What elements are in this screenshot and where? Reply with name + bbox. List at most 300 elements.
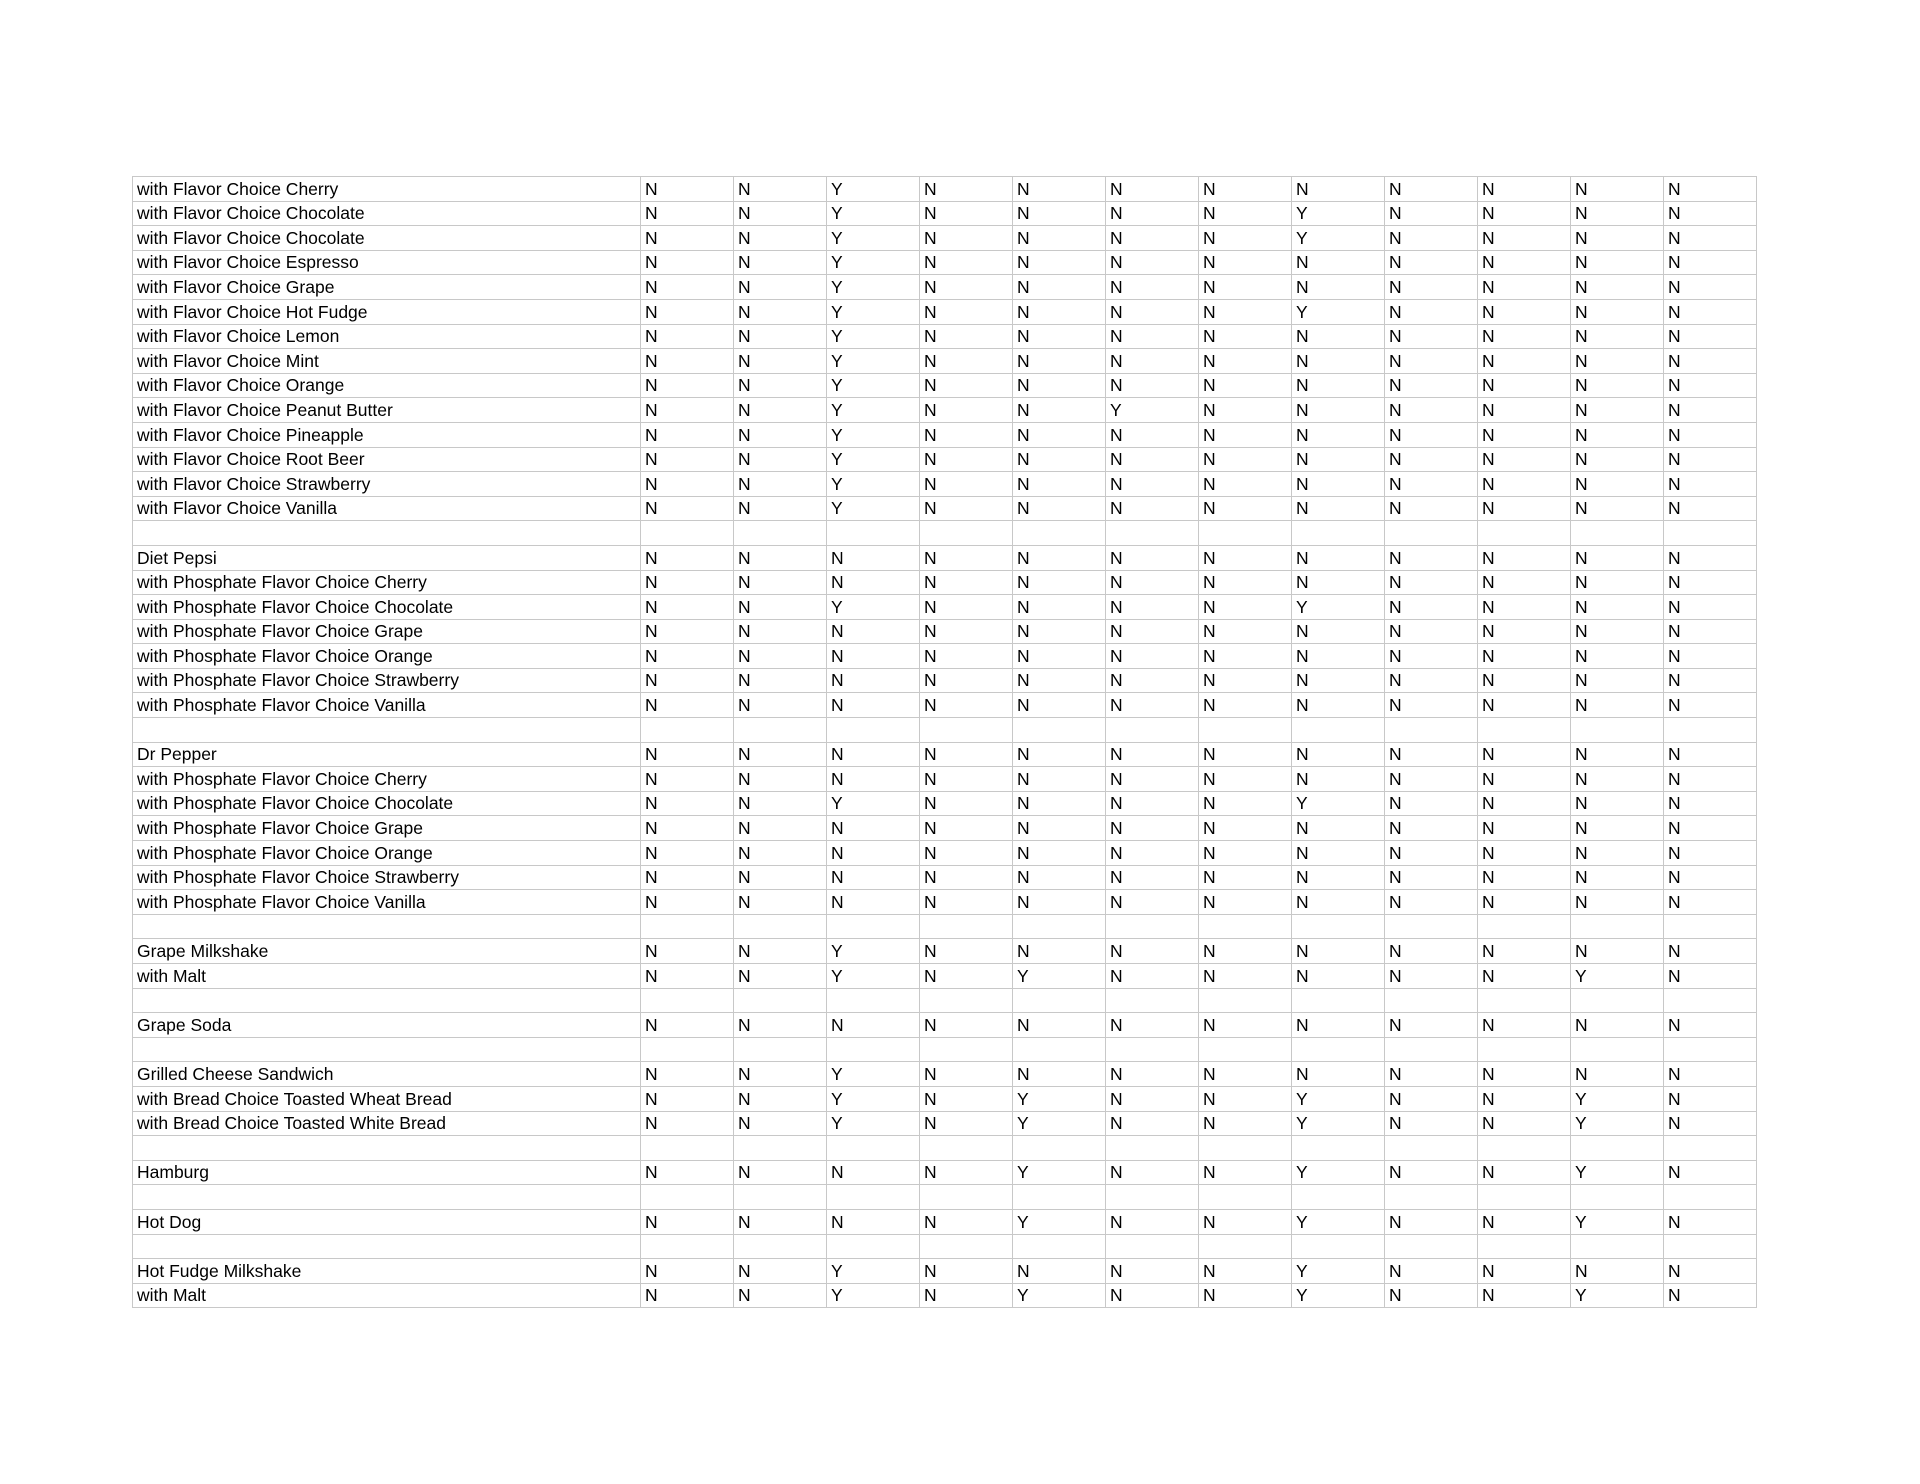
flag-cell: N [641,619,734,644]
flag-cell: N [1199,545,1292,570]
flag-cell: N [1664,693,1757,718]
flag-cell: N [827,619,920,644]
flag-cell: N [920,767,1013,792]
table-row [133,939,1757,964]
flag-cell: N [1385,1086,1478,1111]
flag-cell: N [641,1283,734,1308]
flag-cell: N [734,1259,827,1284]
flag-cell: N [920,890,1013,915]
flag-cell: N [1106,816,1199,841]
flag-cell: N [1664,447,1757,472]
flag-cell: N [1571,595,1664,620]
flag-cell: N [1478,1111,1571,1136]
flag-cell [1385,914,1478,939]
flag-cell: N [1013,570,1106,595]
flag-cell: N [734,1111,827,1136]
flag-cell: N [1106,422,1199,447]
flag-cell: Y [1571,1111,1664,1136]
flag-cell: N [1478,791,1571,816]
table-row [133,1111,1757,1136]
flag-cell: N [1106,496,1199,521]
flag-cell [1664,1136,1757,1161]
flag-cell: N [1106,841,1199,866]
item-name-cell: with Bread Choice Toasted White Bread [133,1111,641,1136]
flag-cell: Y [1292,1111,1385,1136]
flag-cell: N [1106,865,1199,890]
flag-cell: N [1478,447,1571,472]
flag-cell: N [1478,201,1571,226]
flag-cell: N [1385,177,1478,202]
flag-cell: N [734,693,827,718]
flag-cell: N [1478,595,1571,620]
flag-cell [920,1185,1013,1210]
flag-cell: N [1571,398,1664,423]
flag-cell: N [1292,693,1385,718]
flag-cell: Y [827,939,920,964]
flag-cell: N [1013,1062,1106,1087]
flag-cell: N [1199,791,1292,816]
flag-cell: N [1571,275,1664,300]
flag-cell: N [641,447,734,472]
item-name-cell: with Phosphate Flavor Choice Grape [133,619,641,644]
flag-cell: Y [1292,595,1385,620]
flag-cell: N [827,742,920,767]
flag-cell: N [827,545,920,570]
flag-cell: N [1478,324,1571,349]
flag-cell: N [641,422,734,447]
flag-cell: Y [827,1111,920,1136]
flag-cell: N [920,349,1013,374]
flag-cell [1478,1234,1571,1259]
flag-cell: N [1385,545,1478,570]
flag-cell: N [1199,816,1292,841]
flag-cell [1292,914,1385,939]
flag-cell: N [734,324,827,349]
flag-cell [1199,718,1292,743]
flag-cell: N [1385,816,1478,841]
flag-cell: N [1664,570,1757,595]
flag-cell: N [1199,644,1292,669]
flag-cell: N [1664,644,1757,669]
flag-cell: N [1385,767,1478,792]
flag-cell: N [1292,398,1385,423]
item-name-cell: with Flavor Choice Lemon [133,324,641,349]
flag-cell: N [1106,767,1199,792]
flag-cell [1106,521,1199,546]
flag-cell: N [920,693,1013,718]
flag-cell [1292,521,1385,546]
flag-cell: N [641,545,734,570]
flag-cell: N [1664,275,1757,300]
item-name-cell: with Flavor Choice Strawberry [133,472,641,497]
flag-cell [1571,988,1664,1013]
flag-cell: N [1199,890,1292,915]
flag-cell: N [1385,791,1478,816]
flag-cell: N [827,644,920,669]
flag-cell [1385,1136,1478,1161]
flag-cell: N [1664,422,1757,447]
flag-cell [641,1185,734,1210]
item-name-cell [133,521,641,546]
flag-cell: N [1664,1259,1757,1284]
flag-cell: N [1199,373,1292,398]
flag-cell [827,1234,920,1259]
flag-cell: N [1106,595,1199,620]
flag-cell: N [1106,299,1199,324]
flag-cell: Y [1292,1283,1385,1308]
flag-cell: N [1664,865,1757,890]
flag-cell: N [1106,693,1199,718]
flag-cell: N [920,570,1013,595]
flag-cell: Y [827,472,920,497]
flag-cell: Y [827,1062,920,1087]
flag-cell: N [1199,1259,1292,1284]
flag-cell: N [641,324,734,349]
flag-cell: N [1571,422,1664,447]
flag-cell: N [1106,373,1199,398]
flag-cell: Y [1292,226,1385,251]
table-row [133,816,1757,841]
flag-cell: N [1199,324,1292,349]
flag-cell: N [1292,841,1385,866]
flag-cell: N [827,865,920,890]
flag-cell [1478,521,1571,546]
flag-cell: N [1571,816,1664,841]
flag-cell [1199,1234,1292,1259]
flag-cell [920,718,1013,743]
flag-cell: N [1013,299,1106,324]
flag-cell [1292,1037,1385,1062]
flag-cell: N [734,447,827,472]
flag-cell: N [1478,644,1571,669]
flag-cell: N [1478,1209,1571,1234]
flag-cell: N [1478,1013,1571,1038]
flag-cell: N [1664,742,1757,767]
flag-cell: N [1571,742,1664,767]
flag-cell: N [1385,619,1478,644]
flag-cell: Y [1292,1209,1385,1234]
flag-cell: N [920,1160,1013,1185]
flag-cell: N [1292,447,1385,472]
flag-cell: N [1106,177,1199,202]
menu-attribute-table [132,176,1757,1308]
flag-cell: N [1664,177,1757,202]
item-name-cell: Diet Pepsi [133,545,641,570]
flag-cell: N [1664,373,1757,398]
flag-cell: N [1664,349,1757,374]
flag-cell: N [1106,570,1199,595]
flag-cell: N [1571,496,1664,521]
flag-cell: N [1664,398,1757,423]
flag-cell [1199,1136,1292,1161]
item-name-cell: with Flavor Choice Mint [133,349,641,374]
table-row [133,693,1757,718]
flag-cell [827,1185,920,1210]
flag-cell: N [1478,865,1571,890]
flag-cell: N [1571,865,1664,890]
flag-cell: Y [827,275,920,300]
flag-cell: N [1199,1209,1292,1234]
flag-cell: N [1292,939,1385,964]
flag-cell: N [734,545,827,570]
flag-cell: N [641,349,734,374]
flag-cell: N [1013,201,1106,226]
flag-cell: N [1664,841,1757,866]
item-name-cell [133,988,641,1013]
flag-cell: N [1385,373,1478,398]
flag-cell: N [1199,964,1292,989]
flag-cell: N [1664,250,1757,275]
flag-cell: N [1478,422,1571,447]
flag-cell [1292,1185,1385,1210]
table-row [133,1283,1757,1308]
flag-cell [920,1037,1013,1062]
flag-cell [1571,1136,1664,1161]
flag-cell: N [1478,767,1571,792]
table-row [133,545,1757,570]
item-name-cell: with Flavor Choice Grape [133,275,641,300]
flag-cell: N [1199,865,1292,890]
table-row [133,988,1757,1013]
flag-cell: N [1292,275,1385,300]
flag-cell: N [1385,693,1478,718]
flag-cell: N [1571,250,1664,275]
flag-cell: N [1292,496,1385,521]
flag-cell: N [1385,349,1478,374]
flag-cell: N [641,496,734,521]
flag-cell: N [641,299,734,324]
flag-cell: N [1385,964,1478,989]
flag-cell: N [1478,1062,1571,1087]
flag-cell [1571,718,1664,743]
flag-cell: N [1571,767,1664,792]
flag-cell: N [920,496,1013,521]
flag-cell: N [1013,767,1106,792]
table-row [133,1185,1757,1210]
flag-cell: N [1385,841,1478,866]
flag-cell [827,914,920,939]
flag-cell: N [641,816,734,841]
flag-cell [1664,1234,1757,1259]
flag-cell [734,521,827,546]
table-row [133,250,1757,275]
item-name-cell: with Phosphate Flavor Choice Cherry [133,570,641,595]
flag-cell [1013,988,1106,1013]
flag-cell: Y [1571,1086,1664,1111]
table-row [133,201,1757,226]
flag-cell: N [641,570,734,595]
item-name-cell: with Flavor Choice Espresso [133,250,641,275]
flag-cell: N [1106,742,1199,767]
flag-cell: Y [827,1086,920,1111]
flag-cell: N [641,275,734,300]
flag-cell: N [1106,250,1199,275]
flag-cell: N [1013,742,1106,767]
flag-cell: Y [827,791,920,816]
flag-cell: N [1385,226,1478,251]
flag-cell: N [1199,1283,1292,1308]
flag-cell [920,914,1013,939]
flag-cell: N [1385,1111,1478,1136]
flag-cell: N [734,816,827,841]
table-row [133,570,1757,595]
flag-cell: N [734,226,827,251]
table-row [133,1136,1757,1161]
flag-cell: N [1478,1160,1571,1185]
flag-cell: N [734,275,827,300]
flag-cell: N [734,422,827,447]
flag-cell: N [1106,1086,1199,1111]
item-name-cell: with Phosphate Flavor Choice Strawberry [133,668,641,693]
flag-cell: N [1385,1062,1478,1087]
flag-cell [1664,1037,1757,1062]
flag-cell [827,988,920,1013]
flag-cell: N [1199,841,1292,866]
flag-cell: N [920,1111,1013,1136]
flag-cell: Y [827,177,920,202]
flag-cell: N [1199,447,1292,472]
flag-cell: N [1199,1086,1292,1111]
flag-cell: N [734,250,827,275]
item-name-cell: with Phosphate Flavor Choice Vanilla [133,890,641,915]
flag-cell: N [641,1086,734,1111]
flag-cell [1013,914,1106,939]
flag-cell: N [641,226,734,251]
flag-cell: N [1013,890,1106,915]
flag-cell: N [641,1259,734,1284]
flag-cell: N [1199,693,1292,718]
flag-cell: N [1292,324,1385,349]
flag-cell: N [1664,1013,1757,1038]
flag-cell: N [1199,422,1292,447]
flag-cell: N [1106,472,1199,497]
flag-cell [1106,914,1199,939]
flag-cell: N [920,595,1013,620]
flag-cell: N [920,841,1013,866]
flag-cell: N [1478,964,1571,989]
flag-cell [1571,1037,1664,1062]
flag-cell: N [1664,595,1757,620]
flag-cell: N [1106,1013,1199,1038]
flag-cell: N [1385,865,1478,890]
table-row [133,1037,1757,1062]
flag-cell: N [1013,939,1106,964]
flag-cell: N [1013,545,1106,570]
flag-cell [1478,988,1571,1013]
flag-cell: N [1385,668,1478,693]
table-row [133,865,1757,890]
flag-cell: N [1664,816,1757,841]
flag-cell [641,1037,734,1062]
flag-cell: N [734,742,827,767]
flag-cell [1013,1185,1106,1210]
flag-cell: N [641,964,734,989]
flag-cell [1106,718,1199,743]
flag-cell: N [827,767,920,792]
flag-cell: N [641,644,734,669]
flag-cell: N [1013,841,1106,866]
flag-cell: N [1199,1062,1292,1087]
flag-cell: N [920,791,1013,816]
flag-cell: N [1292,177,1385,202]
flag-cell: N [920,964,1013,989]
flag-cell: N [1385,447,1478,472]
table-row [133,914,1757,939]
flag-cell: N [734,791,827,816]
flag-cell: N [734,939,827,964]
flag-cell: N [1478,816,1571,841]
flag-cell: N [1013,816,1106,841]
flag-cell: N [920,447,1013,472]
flag-cell [920,1136,1013,1161]
flag-cell: N [1199,250,1292,275]
flag-cell: N [734,619,827,644]
flag-cell: N [1478,841,1571,866]
flag-cell: N [920,398,1013,423]
flag-cell: N [1571,373,1664,398]
flag-cell: N [827,890,920,915]
flag-cell: N [920,422,1013,447]
flag-cell: N [1199,472,1292,497]
flag-cell [1571,1185,1664,1210]
flag-cell: N [1292,349,1385,374]
flag-cell: N [1664,964,1757,989]
flag-cell: N [641,250,734,275]
flag-cell: N [1664,791,1757,816]
flag-cell [1571,914,1664,939]
flag-cell: N [920,201,1013,226]
table-row [133,226,1757,251]
flag-cell [1664,914,1757,939]
flag-cell: N [1664,1086,1757,1111]
flag-cell: N [1571,545,1664,570]
flag-cell [1013,1136,1106,1161]
flag-cell [1571,521,1664,546]
table-row [133,964,1757,989]
flag-cell: N [734,349,827,374]
flag-cell: N [1292,865,1385,890]
flag-cell: N [1664,545,1757,570]
item-name-cell: Grape Milkshake [133,939,641,964]
flag-cell: N [734,595,827,620]
flag-cell: N [1571,447,1664,472]
table-row [133,496,1757,521]
flag-cell: N [1199,939,1292,964]
table-row [133,373,1757,398]
flag-cell: N [1292,742,1385,767]
flag-cell: N [1199,595,1292,620]
flag-cell: N [1106,1283,1199,1308]
flag-cell: N [1199,275,1292,300]
table-row [133,1160,1757,1185]
table-row [133,1062,1757,1087]
flag-cell: Y [827,299,920,324]
flag-cell: Y [1292,791,1385,816]
flag-cell [1199,1037,1292,1062]
flag-cell: Y [1292,1160,1385,1185]
flag-cell: N [827,668,920,693]
flag-cell: N [1199,398,1292,423]
flag-cell: N [920,939,1013,964]
flag-cell: N [1571,570,1664,595]
flag-cell: N [734,373,827,398]
flag-cell: N [1013,447,1106,472]
flag-cell [1013,1234,1106,1259]
item-name-cell: with Flavor Choice Root Beer [133,447,641,472]
flag-cell: N [641,841,734,866]
flag-cell: N [1106,275,1199,300]
flag-cell: Y [827,964,920,989]
